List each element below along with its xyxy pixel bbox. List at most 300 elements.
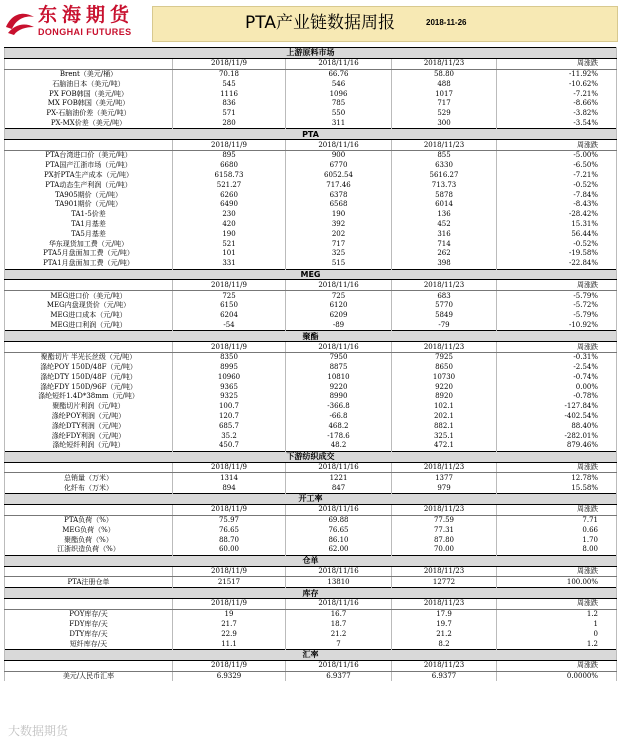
value-cell: 725 [286,291,392,301]
value-cell: 76.65 [173,525,286,535]
value-cell: -178.6 [286,431,392,441]
value-cell: 6260 [173,190,286,200]
value-cell: 19.7 [392,620,497,630]
table-row [5,363,617,373]
value-cell: 1221 [286,473,392,483]
report-title: PTA产业链数据周报 [245,13,395,33]
value-cell: 87.80 [392,535,497,545]
value-cell: 521 [173,239,286,249]
weekly-change-cell: 0 [497,629,617,639]
value-cell: 392 [286,220,392,230]
table-row [5,352,617,362]
donghai-logo [4,4,152,42]
column-header: 2018/11/9 [173,462,286,473]
value-cell: 6158.73 [173,171,286,181]
value-cell: 545 [173,79,286,89]
weekly-change-cell: -19.58% [497,249,617,259]
column-header: 2018/11/16 [286,599,392,610]
value-cell: 9220 [286,382,392,392]
table-row [5,629,617,639]
value-cell: 60.00 [173,545,286,555]
weekly-change-cell: 0.0000% [497,671,617,681]
table-row [5,321,617,331]
column-header: 2018/11/9 [173,566,286,577]
value-cell: 300 [392,119,497,129]
value-cell: 8990 [286,392,392,402]
report-date: 2018-11-26 [426,18,467,27]
table-row [5,421,617,431]
table-row [5,577,617,588]
value-cell: 202.1 [392,412,497,422]
value-cell: 8920 [392,392,497,402]
table-row [5,249,617,259]
weekly-change-cell: -22.84% [497,259,617,269]
row-label: MEG负荷（%） [5,525,173,535]
weekly-change-cell: -0.52% [497,180,617,190]
value-cell: 8350 [173,352,286,362]
section-title: MEG [5,269,617,280]
value-cell: 21.2 [392,629,497,639]
column-header: 2018/11/16 [286,58,392,69]
row-label: TA1-5价差 [5,210,173,220]
column-header [5,599,173,610]
weekly-change-cell: -7.21% [497,89,617,99]
value-cell: 35.2 [173,431,286,441]
row-label: 涤纶短纤利润（元/吨） [5,441,173,451]
value-cell: 1314 [173,473,286,483]
weekly-change-cell: 100.00% [497,577,617,588]
weekly-change-cell: -8.43% [497,200,617,210]
weekly-change-cell: 1.70 [497,535,617,545]
row-label: 短纤库存/天 [5,639,173,649]
column-header [5,462,173,473]
column-header: 2018/11/16 [286,504,392,515]
column-header [5,660,173,671]
value-cell: 16.7 [286,609,392,619]
row-label: PTA台湾进口价（美元/吨） [5,150,173,160]
weekly-change-cell: -5.00% [497,150,617,160]
table-row [5,220,617,230]
column-header: 2018/11/9 [173,280,286,291]
row-label: MEG进口价（美元/吨） [5,291,173,301]
row-label: 涤纶FDY利润（元/吨） [5,431,173,441]
value-cell: -89 [286,321,392,331]
value-cell: -54 [173,321,286,331]
value-cell: 571 [173,109,286,119]
weekly-change-cell: -11.92% [497,69,617,79]
row-label: MEG进口成本（元/吨） [5,311,173,321]
value-cell: 21.2 [286,629,392,639]
weekly-change-cell: 15.58% [497,483,617,493]
table-row [5,620,617,630]
value-cell: 6150 [173,301,286,311]
row-label: 化纤布（万米） [5,483,173,493]
value-cell: -366.8 [286,402,392,412]
value-cell: 6770 [286,161,392,171]
section-title: 库存 [5,588,617,599]
column-header: 周涨跌 [497,660,617,671]
table-row [5,259,617,269]
table-row [5,441,617,451]
value-cell: 468.2 [286,421,392,431]
column-header: 2018/11/23 [392,566,497,577]
column-header: 2018/11/16 [286,140,392,151]
weekly-change-cell: 879.46% [497,441,617,451]
row-label: 涤纶DTY利润（元/吨） [5,421,173,431]
value-cell: 230 [173,210,286,220]
value-cell: 6120 [286,301,392,311]
row-label: 涤纶短纤1.4D*38mm（元/吨） [5,392,173,402]
value-cell: 12772 [392,577,497,588]
value-cell: -66.8 [286,412,392,422]
value-cell: 714 [392,239,497,249]
weekly-change-cell: -0.78% [497,392,617,402]
weekly-change-cell: 1.2 [497,609,617,619]
value-cell: 21.7 [173,620,286,630]
weekly-change-cell: -8.66% [497,99,617,109]
row-label: PX-MX价差（美元/吨） [5,119,173,129]
value-cell: 8875 [286,363,392,373]
value-cell: 190 [173,229,286,239]
weekly-change-cell: 12.78% [497,473,617,483]
value-cell: 10960 [173,373,286,383]
weekly-change-cell: 0.66 [497,525,617,535]
weekly-change-cell: 56.44% [497,229,617,239]
column-header: 2018/11/9 [173,599,286,610]
weekly-change-cell: 1 [497,620,617,630]
table-row [5,515,617,525]
value-cell: 546 [286,79,392,89]
column-header [5,140,173,151]
column-header-row [5,342,617,353]
value-cell: 262 [392,249,497,259]
row-label: PX-石脑油价差（美元/吨） [5,109,173,119]
value-cell: 979 [392,483,497,493]
value-cell: 69.88 [286,515,392,525]
section-title-row [5,269,617,280]
weekly-change-cell: -2.54% [497,363,617,373]
table-row [5,483,617,493]
weekly-change-cell: -0.74% [497,373,617,383]
value-cell: 713.73 [392,180,497,190]
column-header: 周涨跌 [497,58,617,69]
column-header: 2018/11/23 [392,660,497,671]
table-row [5,545,617,555]
row-label: 石脑油日本（美元/吨） [5,79,173,89]
column-header: 2018/11/23 [392,280,497,291]
value-cell: 19 [173,609,286,619]
weekly-change-cell: 7.71 [497,515,617,525]
table-row [5,210,617,220]
row-label: FDY库存/天 [5,620,173,630]
weekly-change-cell: -7.84% [497,190,617,200]
column-header: 周涨跌 [497,140,617,151]
value-cell: 18.7 [286,620,392,630]
column-header: 2018/11/23 [392,504,497,515]
value-cell: 882.1 [392,421,497,431]
value-cell: 5616.27 [392,171,497,181]
value-cell: 855 [392,150,497,160]
table-row [5,382,617,392]
table-row [5,89,617,99]
value-cell: 900 [286,150,392,160]
table-row [5,301,617,311]
row-label: 涤纶POY利润（元/吨） [5,412,173,422]
row-label: 华东现货加工费（元/吨） [5,239,173,249]
row-label: DTY库存/天 [5,629,173,639]
column-header: 2018/11/9 [173,342,286,353]
column-header: 2018/11/23 [392,58,497,69]
weekly-change-cell: -5.79% [497,291,617,301]
table-row [5,150,617,160]
table-row [5,109,617,119]
section-title-row [5,48,617,59]
weekly-change-cell: 8.00 [497,545,617,555]
weekly-change-cell: -10.92% [497,321,617,331]
value-cell: 683 [392,291,497,301]
table-row [5,473,617,483]
row-label: MX FOB韩国（美元/吨） [5,99,173,109]
column-header: 周涨跌 [497,342,617,353]
section-title-row [5,650,617,661]
weekly-change-cell: -402.54% [497,412,617,422]
value-cell: 5849 [392,311,497,321]
weekly-change-cell: -3.54% [497,119,617,129]
section-title-row [5,129,617,140]
value-cell: 685.7 [173,421,286,431]
section-title: 聚酯 [5,331,617,342]
row-label: TA905期价（元/吨） [5,190,173,200]
weekly-change-cell: -282.01% [497,431,617,441]
weekly-change-cell: -10.62% [497,79,617,89]
weekly-change-cell: -28.42% [497,210,617,220]
value-cell: 22.9 [173,629,286,639]
value-cell: -79 [392,321,497,331]
column-header-row [5,660,617,671]
column-header: 2018/11/16 [286,280,392,291]
value-cell: 6490 [173,200,286,210]
value-cell: 521.27 [173,180,286,190]
weekly-change-cell: -5.72% [497,301,617,311]
column-header [5,58,173,69]
column-header: 2018/11/23 [392,599,497,610]
value-cell: 6014 [392,200,497,210]
value-cell: 202 [286,229,392,239]
table-row [5,239,617,249]
column-header: 2018/11/23 [392,342,497,353]
section-title: 下游纺织成交 [5,451,617,462]
column-header [5,342,173,353]
value-cell: 11.1 [173,639,286,649]
value-cell: 70.18 [173,69,286,79]
column-header: 周涨跌 [497,280,617,291]
value-cell: 48.2 [286,441,392,451]
row-label: PTA负荷（%） [5,515,173,525]
value-cell: 76.65 [286,525,392,535]
weekly-change-cell: 0.00% [497,382,617,392]
table-row [5,535,617,545]
section-title: 开工率 [5,494,617,505]
table-row [5,392,617,402]
table-row [5,171,617,181]
value-cell: 1377 [392,473,497,483]
column-header-row [5,58,617,69]
value-cell: 717 [392,99,497,109]
table-row [5,412,617,422]
column-header: 2018/11/16 [286,462,392,473]
weekly-change-cell: 1.2 [497,639,617,649]
row-label: MEG内盘现货价（元/吨） [5,301,173,311]
table-row [5,525,617,535]
value-cell: 6.9377 [286,671,392,681]
value-cell: 472.1 [392,441,497,451]
row-label: TA1月基差 [5,220,173,230]
table-row [5,311,617,321]
logo-english-text: DONGHAI FUTURES [38,27,132,37]
report-header [0,0,621,44]
value-cell: 6204 [173,311,286,321]
row-label: 聚酯切片利润（元/吨） [5,402,173,412]
column-header: 2018/11/9 [173,58,286,69]
value-cell: 70.00 [392,545,497,555]
column-header: 2018/11/9 [173,504,286,515]
value-cell: 5770 [392,301,497,311]
value-cell: 77.31 [392,525,497,535]
value-cell: 9325 [173,392,286,402]
table-row [5,373,617,383]
value-cell: 316 [392,229,497,239]
value-cell: 6680 [173,161,286,171]
column-header: 周涨跌 [497,462,617,473]
section-title-row [5,588,617,599]
value-cell: 785 [286,99,392,109]
row-label: TA5月基差 [5,229,173,239]
value-cell: 86.10 [286,535,392,545]
section-title: 上游原料市场 [5,48,617,59]
weekly-change-cell: -0.52% [497,239,617,249]
row-label: 美元/人民币汇率 [5,671,173,681]
value-cell: 6378 [286,190,392,200]
value-cell: 101 [173,249,286,259]
row-label: 江浙织造负荷（%） [5,545,173,555]
value-cell: 6052.54 [286,171,392,181]
value-cell: 8.2 [392,639,497,649]
data-table [4,47,617,681]
row-label: PX折PTA生产成本（元/吨） [5,171,173,181]
row-label: PTA1月盘面加工费（元/吨） [5,259,173,269]
value-cell: 895 [173,150,286,160]
table-row [5,161,617,171]
column-header-row [5,280,617,291]
value-cell: 17.9 [392,609,497,619]
value-cell: 5878 [392,190,497,200]
value-cell: 102.1 [392,402,497,412]
value-cell: 10730 [392,373,497,383]
value-cell: 120.7 [173,412,286,422]
row-label: Brent（美元/桶） [5,69,173,79]
value-cell: 452 [392,220,497,230]
weekly-change-cell: 15.31% [497,220,617,230]
row-label: PTA5月盘面加工费（元/吨） [5,249,173,259]
value-cell: 6330 [392,161,497,171]
row-label: 涤纶FDY 150D/96F（元/吨） [5,382,173,392]
value-cell: 325.1 [392,431,497,441]
donghai-wave-icon [4,7,36,39]
value-cell: 1116 [173,89,286,99]
value-cell: 6.9329 [173,671,286,681]
table-row [5,291,617,301]
value-cell: 13810 [286,577,392,588]
column-header [5,566,173,577]
value-cell: 550 [286,109,392,119]
column-header: 2018/11/16 [286,342,392,353]
value-cell: 280 [173,119,286,129]
weekly-change-cell: 88.40% [497,421,617,431]
column-header: 2018/11/23 [392,462,497,473]
value-cell: 717.46 [286,180,392,190]
table-row [5,69,617,79]
value-cell: 6.9377 [392,671,497,681]
value-cell: 9365 [173,382,286,392]
section-title-row [5,494,617,505]
value-cell: 331 [173,259,286,269]
value-cell: 7950 [286,352,392,362]
value-cell: 894 [173,483,286,493]
value-cell: 8650 [392,363,497,373]
value-cell: 10810 [286,373,392,383]
column-header [5,504,173,515]
value-cell: 21517 [173,577,286,588]
value-cell: 66.76 [286,69,392,79]
section-title: 汇率 [5,650,617,661]
table-row [5,180,617,190]
table-row [5,99,617,109]
row-label: 总销量（万米） [5,473,173,483]
column-header [5,280,173,291]
table-row [5,671,617,681]
value-cell: 717 [286,239,392,249]
table-row [5,200,617,210]
column-header: 2018/11/23 [392,140,497,151]
table-row [5,229,617,239]
value-cell: 88.70 [173,535,286,545]
title-banner [152,6,618,42]
value-cell: 77.59 [392,515,497,525]
row-label: POY库存/天 [5,609,173,619]
value-cell: 6209 [286,311,392,321]
column-header: 2018/11/16 [286,566,392,577]
row-label: MEG进口利润（元/吨） [5,321,173,331]
value-cell: 1017 [392,89,497,99]
value-cell: 136 [392,210,497,220]
column-header-row [5,140,617,151]
column-header: 周涨跌 [497,504,617,515]
table-row [5,431,617,441]
value-cell: 9220 [392,382,497,392]
column-header: 2018/11/16 [286,660,392,671]
section-title: 仓单 [5,555,617,566]
watermark-text: 大数据期货 [8,724,69,738]
column-header-row [5,504,617,515]
weekly-change-cell: -0.31% [497,352,617,362]
section-title-row [5,331,617,342]
column-header: 2018/11/9 [173,660,286,671]
value-cell: 420 [173,220,286,230]
column-header: 2018/11/9 [173,140,286,151]
value-cell: 8995 [173,363,286,373]
value-cell: 450.7 [173,441,286,451]
weekly-change-cell: -5.79% [497,311,617,321]
